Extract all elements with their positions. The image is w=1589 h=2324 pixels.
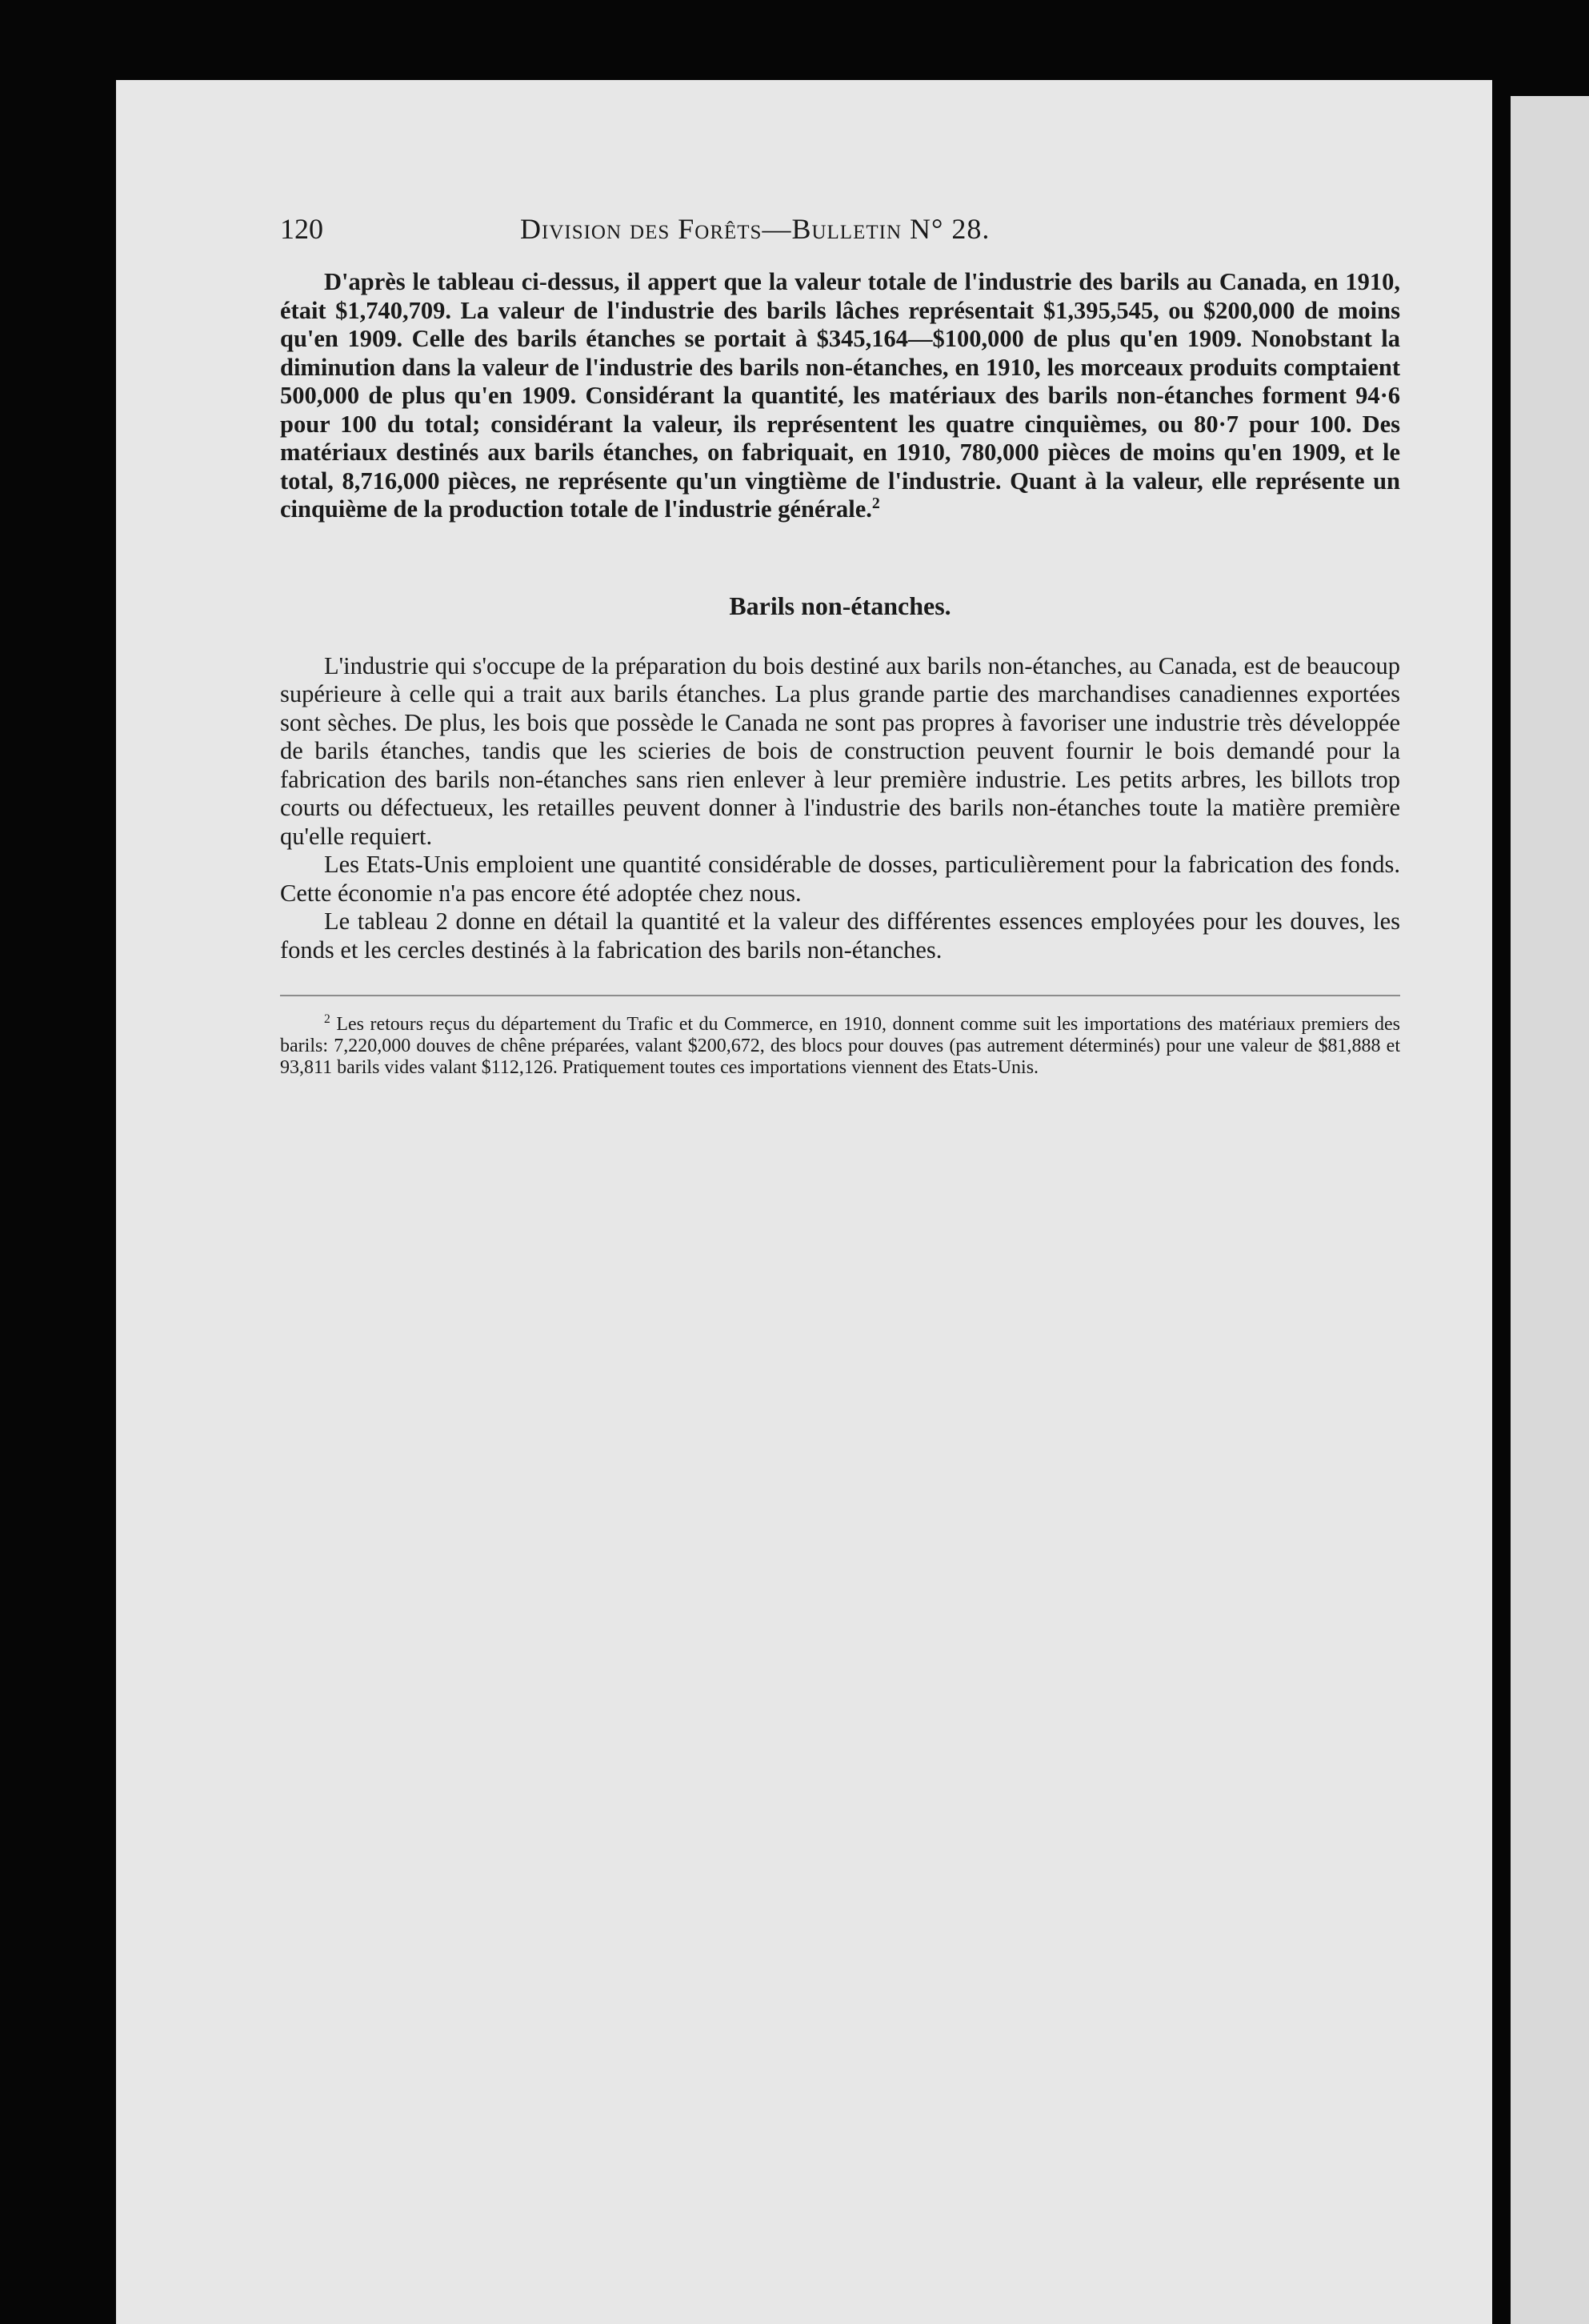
summary-paragraph-text: D'après le tableau ci-dessus, il appert que la valeur totale de l'industrie des barils au Canada, en 1910, était $1,740,709. La valeur de l'industrie des barils lâches représentait $1,395,545, ou $200,000 de moins qu'en 1909. Celle des barils étanches se portait à $345,164—$100,000 de plus qu'en 1909. Nonobstant la diminution dans la valeur de l'industrie des barils non-étanches, en 1910, les morceaux produits comptaient 500,000 de plus qu'en 1909. Considérant la quantité, les matériaux des barils non-étanches forment 94·6 pour 100 du total; considérant la valeur, ils représentent les quatre cinquièmes, ou 80·7 pour 100. Des matériaux destinés aux barils étanches, on fabriquait, en 1910, 780,000 pièces de moins qu'en 1909, et le total, 8,716,000 pièces, ne représente qu'un vingtième de l'industrie. Quant à la valeur, elle représente un cinquième de la production totale de l'industrie générale. [280, 268, 1400, 523]
footnote-reference: 2 [871, 494, 880, 512]
footnote-divider [280, 995, 1400, 996]
page-content [280, 212, 1400, 1079]
body-paragraph: Les Etats-Unis emploient une quantité considérable de dosses, particulièrement pour la fabrication des fonds. Cette économie n'a pas encore été adoptée chez nous. [280, 851, 1400, 907]
footnote-text: Les retours reçus du département du Trafic et du Commerce, en 1910, donnent comme suit les importations des matériaux premiers des barils: 7,220,000 douves de chêne préparées, valant $200,672, des blocs pour douves (pas autrement déterminés) pour une valeur de $81,888 et 93,811 barils vides valant $112,126. Pratiquement toutes ces importations viennent des Etats-Unis. [280, 1014, 1401, 1078]
footnote [280, 1014, 1400, 1079]
running-head [280, 212, 1400, 260]
body-paragraph: Le tableau 2 donne en détail la quantité et la valeur des différentes essences employées pour les douves, les fonds et les cercles destinés à la fabrication des barils non-étanches. [280, 908, 1400, 964]
book-page [116, 80, 1492, 2324]
page-number: 120 [280, 213, 323, 245]
body-paragraph: L'industrie qui s'occupe de la préparation du bois destiné aux barils non-étanches, au Canada, est de beaucoup supérieure à celle qui a trait aux barils étanches. La plus grande partie des marchandises canadiennes exportées sont sèches. De plus, les bois que possède le Canada ne sont pas propres à favoriser une industrie très développée de barils étanches, tandis que les scieries de bois de construction peuvent fournir le bois demandé pour la fabrication des barils non-étanches sans rien enlever à leur première industrie. Les petits arbres, les billots trop courts ou défectueux, les retailles peuvent donner à l'industrie des barils non-étanches toute la matière première qu'elle requiert. [280, 651, 1400, 850]
header-title: Division des Forêts—Bulletin N° 28. [520, 213, 991, 245]
facing-page-edge [1511, 96, 1589, 2324]
summary-paragraph [280, 268, 1400, 524]
section-heading: Barils non-étanches. [729, 591, 951, 620]
footnote-marker: 2 [324, 1012, 330, 1026]
